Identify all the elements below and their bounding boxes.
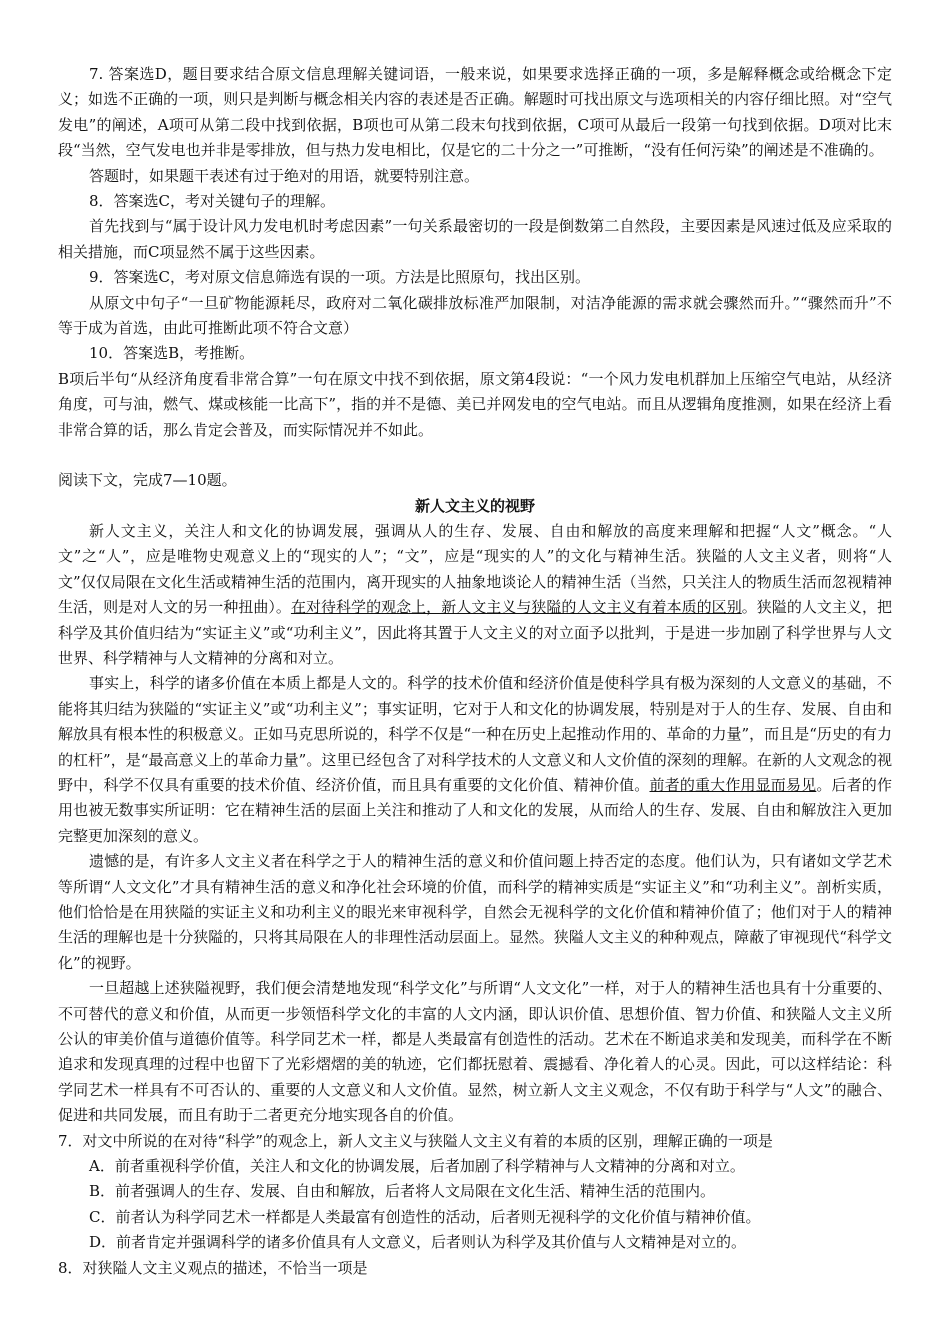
answer-7-explanation: 7. 答案选D，题目要求结合原文信息理解关键词语，一般来说，如果要求选择正确的一项，多是解释概念或给概念下定义；如选不正确的一项，则只是判断与概念相关内容的表述是否正确。解题时可找出原文与选项相关的内容仔细比照。对“空气发电”的阐述，A项可从第二段中找到依据，B项也可从第二段末句找到依据，C项可从最后一段第一句找到依据。D项对比末段“当然，空气发电也并非是零排放，但与热力发电相比，仅是它的二十分之一”可推断，“没有任何污染”的阐述是不准确的。 [58, 65, 892, 160]
answer-explanations [58, 62, 892, 443]
underlined-sentence-1: 在对待科学的观念上，新人文主义与狭隘的人文主义有着本质的区别 [290, 598, 742, 617]
questions [58, 1129, 892, 1281]
question-7-stem: 7．对文中所说的在对待“科学”的观念上，新人文主义与狭隘人文主义有着的本质的区别，理解正确的一项是 [58, 1131, 773, 1150]
answer-9-heading: 9．答案选C，考对原文信息筛选有误的一项。方法是比照原句，找出区别。 [89, 268, 591, 287]
question-8-stem: 8．对狭隘人文主义观点的描述，不恰当一项是 [58, 1258, 368, 1277]
question-7-option-d: D．前者肯定并强调科学的诸多价值具有人文意义，后者则认为科学及其价值与人文精神是对立的。 [89, 1233, 747, 1252]
paragraph-2-text-b: 。后者的作用也被无数事实所证明：它在精神生活的层面上关注和推动了人和文化的发展，从而给人的生存、发展、自由和解放注入更加完整更加深刻的意义。 [58, 775, 892, 845]
passage-paragraph-3: 遗憾的是，有许多人文主义者在科学之于人的精神生活的意义和价值问题上持否定的态度。他们认为，只有诸如文学艺术等所谓“人文文化”才具有精神生活的意义和净化社会环境的价值，而科学的精神实质是“实证主义”和“功利主义”。剖析实质，他们恰恰是在用狭隘的实证主义和功利主义的眼光来审视科学，自然会无视科学的文化价值和精神价值了；他们对于人的精神生活的理解也是十分狭隘的，只将其局限在人的非理性活动层面上。显然。狭隘人文主义的种种观点，障蔽了审视现代“科学文化”的视野。 [58, 852, 892, 972]
passage-paragraph-1 [58, 519, 892, 671]
answer-7-note: 答题时，如果题干表述有过于绝对的用语，就要特别注意。 [89, 166, 480, 185]
passage-paragraph-4: 一旦超越上述狭隘视野，我们便会清楚地发现“科学文化”与所谓“人文文化”一样，对于人的精神生活也具有十分重要的、不可替代的意义和价值，从而更一步领悟科学文化的丰富的人文内涵，即认识价值、思想价值、智力价值、和狭隘人文主义所公认的审美价值与道德价值等。科学同艺术一样，都是人类最富有创造性的活动。艺术在不断追求美和发现美，而科学在不断追求和发现真理的过程中也留下了光彩熠熠的美的轨迹，它们都抚慰着、震撼看、净化着人的心灵。因此，可以这样结论：科学同艺术一样具有不可否认的、重要的人文意义和人文价值。显然，树立新人文主义观念，不仅有助于科学与“人文”的融合、促进和共同发展，而且有助于二者更充分地实现各自的价值。 [58, 979, 892, 1125]
underlined-sentence-2: 前者的重大作用显而易见 [649, 775, 817, 794]
reading-passage [58, 468, 892, 1129]
answer-10-heading: 10．答案选B，考推断。 [89, 344, 255, 363]
paragraph-2-text-a: 事实上，科学的诸多价值在本质上都是人文的。科学的技术价值和经济价值是使科学具有极为深刻的人文意义的基础，不能将其归结为狭隘的“实证主义”或“功利主义”；事实证明，它对于人和文化的协调发展，特别是对于人的生存、发展、自由和解放具有根本性的积极意义。正如马克思所说的，科学不仅是“一种在历史上起推动作用的、革命的力量”，而且是“历史的有力的杠杆”，是“最高意义上的革命力量”。这里已经包含了对科学技术的人文意义和人文价值的深刻的理解。在新的人文观念的视野中，科学不仅具有重要的技术价值、经济价值，而且具有重要的文化价值、精神价值。 [58, 674, 892, 794]
answer-9-explanation: 从原文中句子“一旦矿物能源耗尽，政府对二氧化碳排放标准严加限制，对洁净能源的需求就会骤然而升。”“骤然而升”不等于成为首选，由此可推断此项不符合文意） [58, 293, 892, 338]
section-gap [58, 443, 892, 468]
question-7-option-a: A．前者重视科学价值，关注人和文化的协调发展，后者加剧了科学精神与人文精神的分离和对立。 [89, 1157, 745, 1176]
answer-8-heading: 8．答案选C，考对关键句子的理解。 [89, 192, 336, 211]
passage-title: 新人文主义的视野 [414, 496, 535, 515]
answer-10-explanation: B项后半句“从经济角度看非常合算”一句在原文中找不到依据，原文第4段说：“一个风力发电机群加上压缩空气电站，从经济角度，可与油，燃气、煤或核能一比高下”，指的并不是德、美已并网发电的空气电站。而且从逻辑角度推测，如果在经济上看非常合算的话，那么肯定会普及，而实际情况并不如此。 [58, 369, 892, 439]
answer-8-explanation: 首先找到与“属于设计风力发电机时考虑因素”一句关系最密切的一段是倒数第二自然段，主要因素是风速过低及应采取的相关措施，而C项显然不属于这些因素。 [58, 217, 892, 261]
paragraph-1-text-a: 新人文主义，关注人和文化的协调发展，强调从人的生存、发展、自由和解放的高度来理解和把握“人文”概念。“人文”之“人”，应是唯物史观意义上的“现实的人”；“文”，应是“现实的人”的文化与精神生活。狭隘的人文主义者，则将“人文”仅仅局限在文化生活或精神生活的范围内，离开现实的人抽象地谈论人的精神生活（当然，只关注人的物质生活而忽视精神生活，则是对人文的另一种扭曲）。 [58, 521, 892, 617]
paragraph-1-text-b: 。狭隘的人文主义，把科学及其价值归结为“实证主义”或“功利主义”，因此将其置于人文主义的对立面予以批判，于是进一步加剧了科学世界与人文世界、科学精神与人文精神的分离和对立。 [58, 598, 892, 667]
question-7-option-b: B．前者强调人的生存、发展、自由和解放，后者将人文局限在文化生活、精神生活的范围内。 [89, 1182, 716, 1201]
passage-paragraph-2 [58, 671, 892, 849]
question-7-option-c: C．前者认为科学同艺术一样都是人类最富有创造性的活动，后者则无视科学的文化价值与精神价值。 [89, 1207, 761, 1226]
reading-instruction: 阅读下文，完成7—10题。 [58, 471, 237, 490]
